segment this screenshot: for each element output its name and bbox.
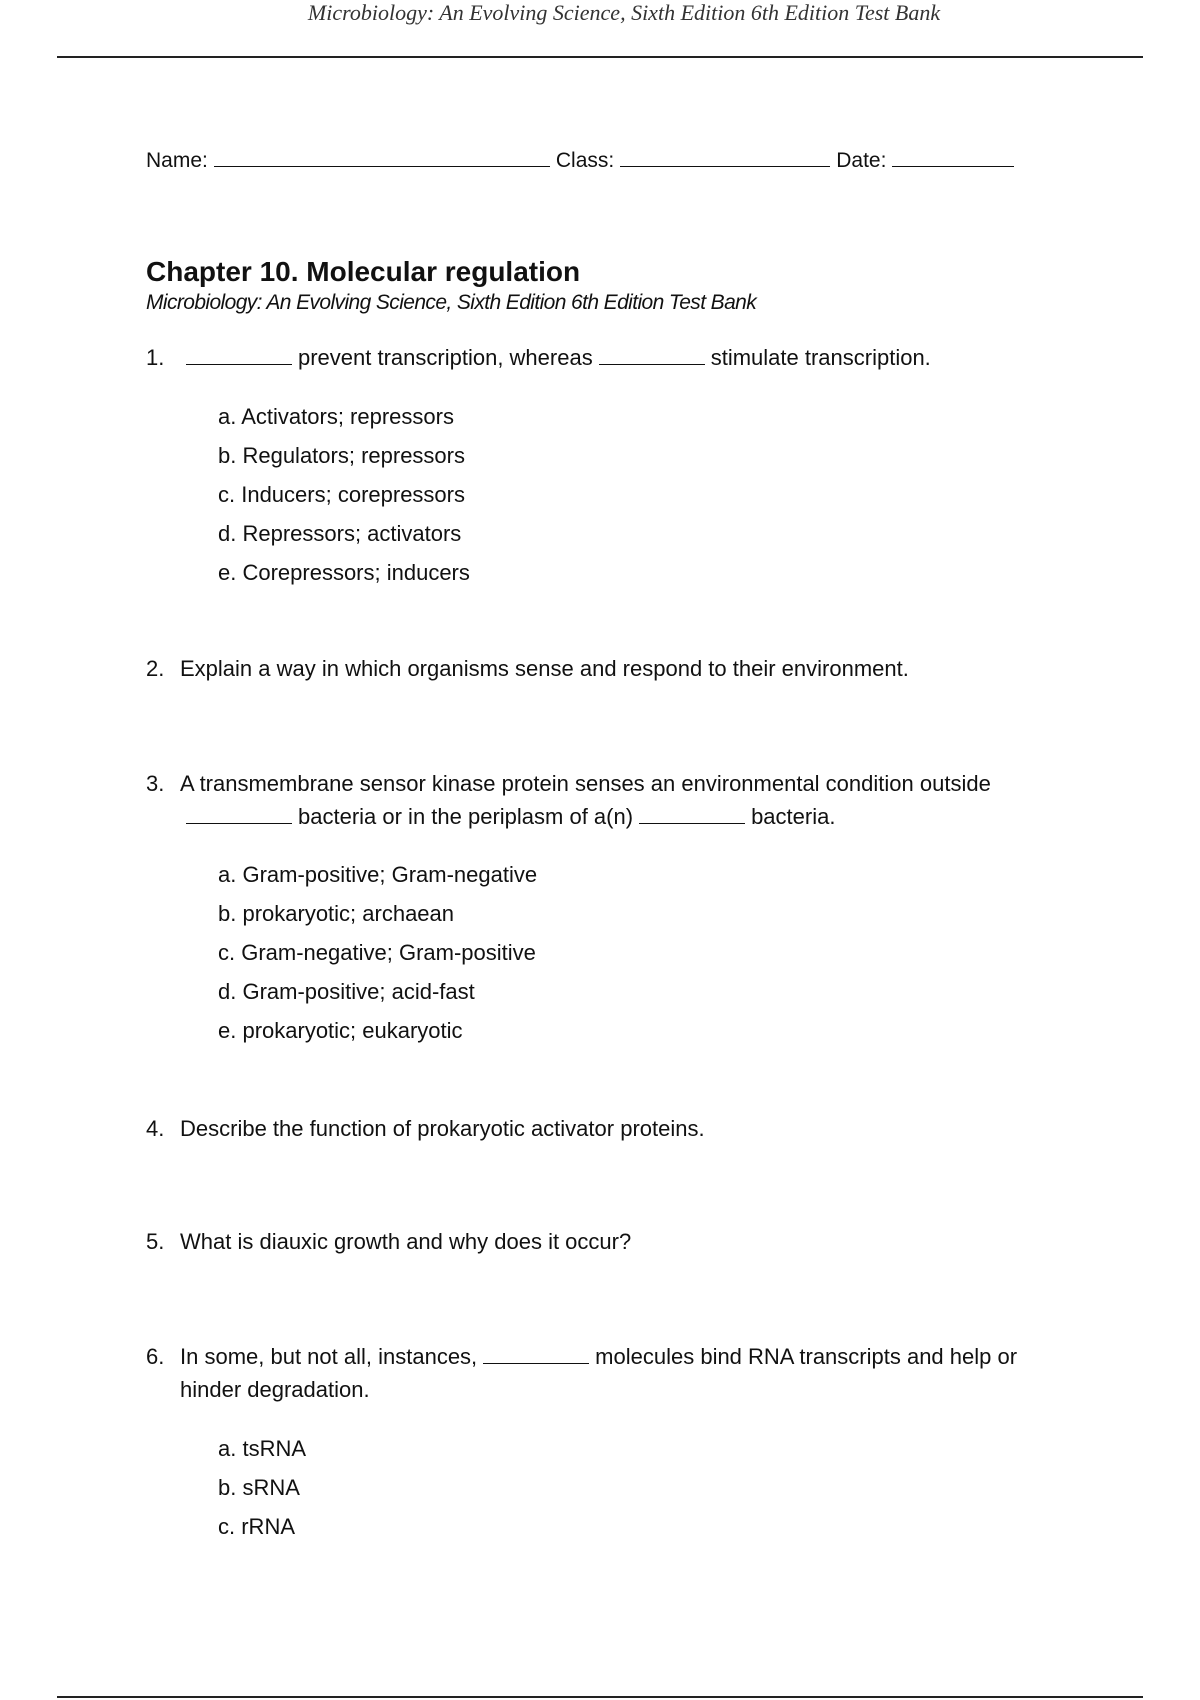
- name-field[interactable]: [214, 146, 550, 167]
- question-text-part: bacteria or in the periplasm of a(n): [298, 804, 634, 829]
- question-number: 4.: [146, 1116, 165, 1141]
- question-1: [146, 341, 1046, 374]
- option-e[interactable]: e. prokaryotic; eukaryotic: [218, 1018, 463, 1043]
- question-1-options: [218, 397, 470, 592]
- question-number: 6.: [146, 1344, 165, 1369]
- answer-blank: [483, 1343, 589, 1364]
- question-text: What is diauxic growth and why does it occur?: [180, 1229, 632, 1254]
- question-text-part: stimulate transcription.: [710, 345, 931, 370]
- date-field[interactable]: [892, 146, 1014, 167]
- header-divider: [57, 56, 1143, 58]
- question-text: Explain a way in which organisms sense and respond to their environment.: [180, 656, 909, 681]
- question-number: 1.: [146, 345, 165, 370]
- option-c[interactable]: c. Gram-negative; Gram-positive: [218, 940, 536, 965]
- option-c[interactable]: c. rRNA: [218, 1514, 295, 1539]
- date-label: Date:: [836, 149, 887, 172]
- question-text: Describe the function of prokaryotic activator proteins.: [180, 1116, 705, 1141]
- question-text: [180, 1340, 1046, 1406]
- question-2: [146, 652, 1046, 685]
- question-text-part: prevent transcription, whereas: [298, 345, 593, 370]
- question-5: [146, 1225, 1046, 1258]
- question-number: 5.: [146, 1229, 165, 1254]
- footer-divider: [57, 1696, 1143, 1698]
- option-a[interactable]: a. Activators; repressors: [218, 404, 454, 429]
- question-text-part: bacteria.: [751, 804, 836, 829]
- question-3-options: [218, 855, 537, 1050]
- question-text-part: In some, but not all, instances,: [180, 1344, 478, 1369]
- chapter-title: Chapter 10. Molecular regulation: [146, 256, 581, 287]
- option-d[interactable]: d. Repressors; activators: [218, 521, 462, 546]
- option-b[interactable]: b. prokaryotic; archaean: [218, 901, 455, 926]
- option-a[interactable]: a. Gram-positive; Gram-negative: [218, 862, 538, 887]
- question-6: [146, 1340, 1046, 1406]
- name-label: Name:: [146, 149, 208, 172]
- option-a[interactable]: a. tsRNA: [218, 1436, 307, 1461]
- option-c[interactable]: c. Inducers; corepressors: [218, 482, 465, 507]
- question-text-part: A transmembrane sensor kinase protein senses an environmental condition outside: [180, 771, 991, 796]
- option-b[interactable]: b. sRNA: [218, 1475, 300, 1500]
- question-text-part: molecules bind RNA transcripts and help or hinder degradation.: [180, 1344, 1024, 1402]
- option-d[interactable]: d. Gram-positive; acid-fast: [218, 979, 475, 1004]
- question-6-options: [218, 1429, 306, 1546]
- option-e[interactable]: e. Corepressors; inducers: [218, 560, 470, 585]
- answer-blank: [639, 803, 745, 824]
- question-text: [180, 341, 1046, 374]
- answer-blank: [186, 803, 292, 824]
- answer-blank: [186, 344, 292, 365]
- question-3: [146, 767, 1046, 833]
- page-header-book-title: Microbiology: An Evolving Science, Sixth Edition 6th Edition Test Bank: [307, 0, 941, 25]
- name-class-date-line: [146, 146, 1020, 174]
- question-number: 3.: [146, 771, 165, 796]
- answer-blank: [599, 344, 705, 365]
- option-b[interactable]: b. Regulators; repressors: [218, 443, 465, 468]
- question-text: [180, 767, 1046, 833]
- class-label: Class:: [555, 149, 615, 172]
- question-number: 2.: [146, 656, 165, 681]
- chapter-subtitle: Microbiology: An Evolving Science, Sixth Edition 6th Edition Test Bank: [146, 291, 757, 314]
- class-field[interactable]: [620, 146, 830, 167]
- question-4: [146, 1112, 1046, 1145]
